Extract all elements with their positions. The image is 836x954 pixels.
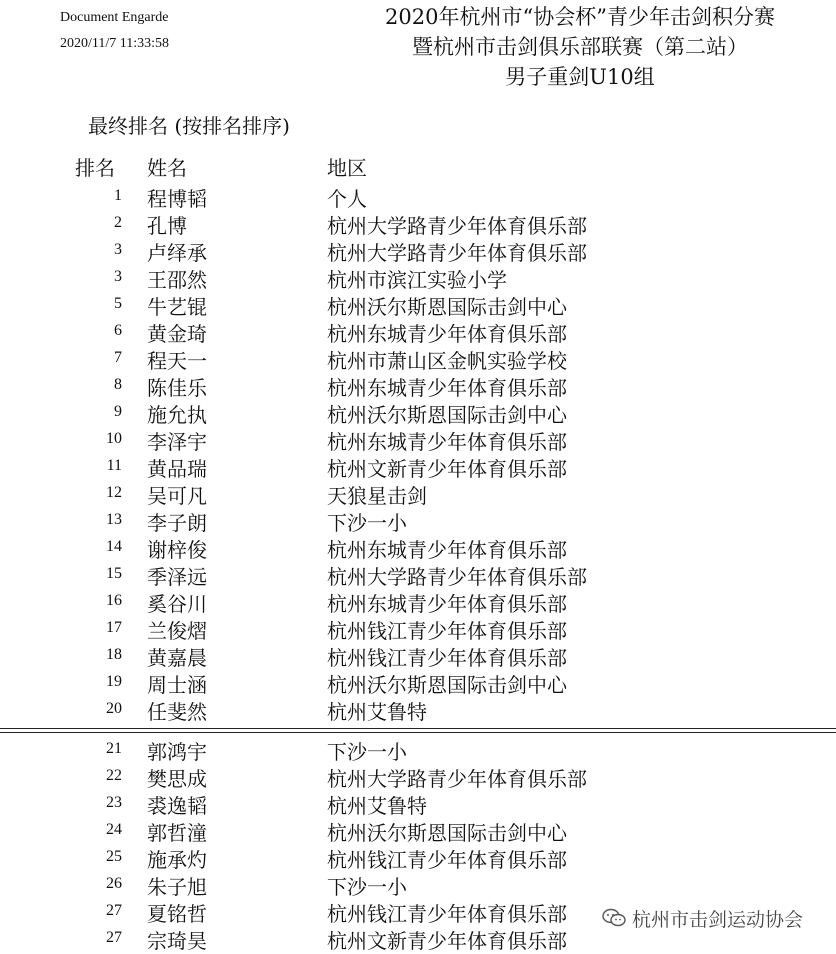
region-cell: 杭州沃尔斯恩国际击剑中心 [327,821,567,845]
table-row [0,669,836,696]
rank-cell: 15 [106,565,122,582]
region-cell: 下沙一小 [327,875,407,899]
rank-cell: 8 [114,376,122,393]
rank-cell: 20 [106,700,122,717]
region-cell: 杭州东城青少年体育俱乐部 [327,538,567,562]
region-cell: 个人 [327,187,367,211]
rank-cell: 9 [114,403,122,420]
title-line-3: 男子重剑U10组 [505,65,655,89]
name-cell: 裘逸韬 [147,794,207,818]
name-cell: 施承灼 [147,848,207,872]
name-cell: 季泽远 [147,565,207,589]
table-row [0,399,836,426]
table-row [0,696,836,723]
name-cell: 夏铭哲 [147,902,207,926]
table-row [0,372,836,399]
ranking-subtitle: 最终排名 (按排名排序) [88,114,290,138]
document-app-name: Document Engarde [60,10,169,25]
table-row [0,588,836,615]
table-row [0,615,836,642]
table-row [0,183,836,210]
name-cell: 奚谷川 [147,592,207,616]
region-cell: 杭州市滨江实验小学 [327,268,507,292]
name-cell: 李泽宇 [147,430,207,454]
region-cell: 杭州钱江青少年体育俱乐部 [327,619,567,643]
rank-cell: 27 [106,902,122,919]
name-cell: 谢梓俊 [147,538,207,562]
table-row [0,790,836,817]
region-cell: 杭州大学路青少年体育俱乐部 [327,241,587,265]
rank-cell: 5 [114,295,122,312]
region-cell: 杭州大学路青少年体育俱乐部 [327,214,587,238]
region-cell: 下沙一小 [327,511,407,535]
name-cell: 周士涵 [147,673,207,697]
rank-cell: 19 [106,673,122,690]
region-cell: 杭州东城青少年体育俱乐部 [327,376,567,400]
rank-cell: 24 [106,821,122,838]
name-cell: 程天一 [147,349,207,373]
rank-cell: 26 [106,875,122,892]
watermark [598,905,807,933]
table-row [0,642,836,669]
rank-cell: 7 [114,349,122,366]
rank-cell: 27 [106,929,122,946]
region-cell: 天狼星击剑 [327,484,427,508]
region-cell: 杭州沃尔斯恩国际击剑中心 [327,673,567,697]
region-cell: 杭州钱江青少年体育俱乐部 [327,848,567,872]
region-cell: 杭州沃尔斯恩国际击剑中心 [327,295,567,319]
name-cell: 任斐然 [147,700,207,724]
name-cell: 黄嘉晨 [147,646,207,670]
region-cell: 杭州东城青少年体育俱乐部 [327,430,567,454]
name-cell: 王邵然 [147,268,207,292]
print-timestamp: 2020/11/7 11:33:58 [60,36,170,51]
name-cell: 黄金琦 [147,322,207,346]
header-rank: 排名 [75,156,115,180]
divider-line [0,728,836,729]
rank-cell: 25 [106,848,122,865]
region-cell: 杭州艾鲁特 [327,700,427,724]
rank-cell: 11 [106,457,122,474]
name-cell: 宗琦昊 [147,929,207,953]
rank-cell: 1 [114,187,122,204]
table-row [0,480,836,507]
table-row [0,871,836,898]
region-cell: 杭州大学路青少年体育俱乐部 [327,565,587,589]
rank-cell: 14 [106,538,122,555]
table-row [0,817,836,844]
region-cell: 杭州文新青少年体育俱乐部 [327,929,567,953]
table-row [0,453,836,480]
rank-cell: 3 [114,241,122,258]
watermark-text: 杭州市击剑运动协会 [632,909,804,931]
name-cell: 吴可凡 [147,484,207,508]
table-header [0,152,836,180]
table-row [0,507,836,534]
title-line-2: 暨杭州市击剑俱乐部联赛（第二站） [412,35,748,59]
region-cell: 杭州沃尔斯恩国际击剑中心 [327,403,567,427]
rank-cell: 10 [106,430,122,447]
rank-cell: 23 [106,794,122,811]
name-cell: 陈佳乐 [147,376,207,400]
wechat-icon [602,908,626,933]
table-row [0,844,836,871]
rank-cell: 6 [114,322,122,339]
table-row [0,237,836,264]
rank-cell: 16 [106,592,122,609]
table-row [0,318,836,345]
table-row [0,426,836,453]
name-cell: 卢绎承 [147,241,207,265]
region-cell: 下沙一小 [327,740,407,764]
name-cell: 兰俊熠 [147,619,207,643]
table-row [0,736,836,763]
rank-cell: 13 [106,511,122,528]
name-cell: 孔博 [147,214,187,238]
title-line-1: 2020年杭州市“协会杯”青少年击剑积分赛 [385,5,775,29]
region-cell: 杭州钱江青少年体育俱乐部 [327,902,567,926]
table-row [0,561,836,588]
region-cell: 杭州大学路青少年体育俱乐部 [327,767,587,791]
region-cell: 杭州东城青少年体育俱乐部 [327,322,567,346]
rank-cell: 2 [114,214,122,231]
header-region: 地区 [327,156,367,180]
rank-cell: 18 [106,646,122,663]
name-cell: 牛艺锟 [147,295,207,319]
name-cell: 朱子旭 [147,875,207,899]
rank-cell: 21 [106,740,122,757]
name-cell: 郭鸿宇 [147,740,207,764]
name-cell: 郭哲潼 [147,821,207,845]
name-cell: 程博韬 [147,187,207,211]
rank-cell: 17 [106,619,122,636]
region-cell: 杭州文新青少年体育俱乐部 [327,457,567,481]
name-cell: 施允执 [147,403,207,427]
table-row [0,210,836,237]
region-cell: 杭州艾鲁特 [327,794,427,818]
table-row [0,291,836,318]
table-row [0,345,836,372]
rank-cell: 3 [114,268,122,285]
name-cell: 李子朗 [147,511,207,535]
region-cell: 杭州钱江青少年体育俱乐部 [327,646,567,670]
table-row [0,534,836,561]
name-cell: 黄品瑞 [147,457,207,481]
rank-cell: 12 [106,484,122,501]
header-name: 姓名 [147,156,187,180]
name-cell: 樊思成 [147,767,207,791]
region-cell: 杭州市萧山区金帆实验学校 [327,349,567,373]
rank-cell: 22 [106,767,122,784]
table-row [0,264,836,291]
divider-line [0,732,836,733]
region-cell: 杭州东城青少年体育俱乐部 [327,592,567,616]
table-row [0,763,836,790]
ranking-list-top [0,183,836,723]
